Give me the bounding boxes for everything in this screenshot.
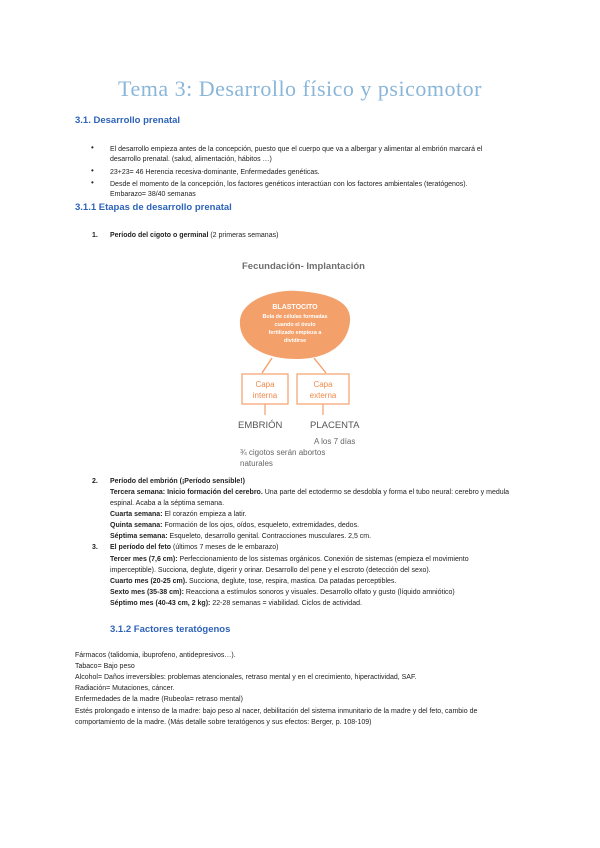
line-text: 22-28 semanas = viabilidad. Ciclos de actividad. bbox=[210, 600, 362, 607]
diagram-title: Fecundación- Implantación bbox=[242, 261, 365, 272]
label-embrion: EMBRIÓN bbox=[238, 420, 283, 431]
line-bold: Cuarto mes (20-25 cm). bbox=[110, 578, 188, 585]
list-number-1: 1. bbox=[92, 232, 98, 239]
line-bold: Tercera semana: Inicio formación del cerebro. bbox=[110, 489, 263, 496]
list-number-3: 3. bbox=[92, 544, 98, 551]
line-text: espinal. Acaba a la séptima semana. bbox=[110, 500, 225, 507]
item-3-heading-rest: (últimos 7 meses de le embarazo) bbox=[171, 544, 279, 551]
item-2-line-5 bbox=[110, 532, 371, 543]
bullet-dot: • bbox=[91, 178, 94, 187]
item-2-line-3 bbox=[110, 510, 247, 521]
teratogen-line-2: Tabaco= Bajo peso bbox=[75, 663, 135, 670]
teratogen-line-1: Fármacos (talidomia, ibuprofeno, antidepresivos…). bbox=[75, 652, 236, 659]
line-text: Succiona, deglute, tose, respira, mastica. Da patadas perceptibles. bbox=[187, 578, 397, 585]
line-bold: Séptimo mes (40-43 cm, 2 kg): bbox=[110, 600, 211, 607]
list-item-1 bbox=[110, 231, 278, 242]
label-placenta: PLACENTA bbox=[310, 420, 360, 431]
line-text: El corazón empieza a latir. bbox=[162, 511, 247, 518]
line-text: Esqueleto, desarrollo genital. Contracciones musculares. 2,5 cm. bbox=[167, 533, 372, 540]
bullet-text-3: Desde el momento de la concepción, los factores genéticos interactúan con los factores ambientales (teratógenos). bbox=[110, 181, 468, 188]
list-item-1-rest: (2 primeras semanas) bbox=[208, 232, 279, 239]
note-line-3: naturales bbox=[240, 459, 273, 468]
bullet-text-4: Embarazo= 38/40 semanas bbox=[110, 191, 196, 198]
page-title: Tema 3: Desarrollo físico y psicomotor bbox=[118, 76, 482, 101]
line-text: Perfeccionamiento de los sistemas orgánicos. Conexión de sistemas (empieza el movimiento bbox=[177, 556, 469, 563]
blob-line-3: cuando el óvulo bbox=[274, 322, 316, 328]
section-heading-3-1-1: 3.1.1 Etapas de desarrollo prenatal bbox=[75, 202, 232, 213]
box-left-line-1: Capa bbox=[255, 380, 275, 389]
item-2-line-2 bbox=[110, 499, 224, 510]
note-line-1: A los 7 días bbox=[314, 437, 356, 446]
item-3-line-2 bbox=[110, 566, 431, 577]
list-item-2-heading bbox=[110, 477, 245, 488]
bullet-dot: • bbox=[91, 166, 94, 175]
item-2-heading-rest: (¡Período sensible!) bbox=[177, 478, 245, 485]
box-right-line-1: Capa bbox=[313, 380, 333, 389]
item-3-heading-bold: El período del feto bbox=[110, 544, 172, 551]
blob-line-4: fertilizado empieza a bbox=[268, 330, 322, 336]
item-3-line-5 bbox=[110, 599, 362, 610]
teratogen-line-5: Enfermedades de la madre (Rubeola= retraso mental) bbox=[75, 696, 243, 703]
box-right-line-2: externa bbox=[309, 391, 337, 400]
line-bold: Séptima semana: bbox=[110, 533, 168, 540]
teratogen-line-4: Radiación= Mutaciones, cáncer. bbox=[75, 685, 175, 692]
bullet-text-1a: El desarrollo empieza antes de la concepción, puesto que el cuerpo que va a albergar y alimentar al embrión marcará el bbox=[110, 146, 483, 153]
section-heading-3-1: 3.1. Desarrollo prenatal bbox=[75, 115, 181, 126]
line-text: Reacciona a estímulos sonoros y visuales. Desarrollo olfato y gusto (líquido amniótico) bbox=[183, 589, 455, 596]
section-heading-3-1-2: 3.1.2 Factores teratógenos bbox=[110, 624, 231, 635]
item-2-line-4 bbox=[110, 521, 359, 532]
list-number-2: 2. bbox=[92, 478, 98, 485]
teratogen-line-3: Alcohol= Daños irreversibles: problemas atencionales, retraso mental y en el crecimiento, hiperactividad, SAF. bbox=[75, 674, 417, 681]
line-text: imperceptible). Succiona, deglute, digerir y orinar. Desarrollo del pene y el escroto (detección del sexo). bbox=[110, 567, 431, 574]
box-left-line-2: interna bbox=[252, 391, 278, 400]
prenatal-diagram bbox=[228, 255, 368, 475]
line-text: Formación de los ojos, oídos, esqueleto, extremidades, dedos. bbox=[162, 522, 360, 529]
line-bold: Cuarta semana: bbox=[110, 511, 163, 518]
bullet-dot: • bbox=[91, 143, 94, 152]
list-item-1-bold: Período del cigoto o germinal bbox=[110, 232, 209, 239]
blob-line-5: dividirse bbox=[283, 338, 307, 344]
note-line-2: ¾ cigotos serán abortos bbox=[240, 448, 326, 457]
arrow-left bbox=[262, 358, 272, 373]
bullet-text-1b: desarrollo prenatal. (salud, alimentación, hábitos …) bbox=[110, 156, 272, 163]
item-3-line-3 bbox=[110, 577, 396, 588]
item-3-line-4 bbox=[110, 588, 455, 599]
teratogen-line-6: Estés prolongado e intenso de la madre: bajo peso al nacer, debilitación del sistema inmunitario de la madre y del feto, cambio de bbox=[75, 708, 478, 715]
list-item-3-heading bbox=[110, 543, 278, 554]
blob-line-1: BLASTOCITO bbox=[272, 304, 318, 311]
line-bold: Tercer mes (7,6 cm): bbox=[110, 556, 178, 563]
item-2-heading-bold: Período del embrión bbox=[110, 478, 178, 485]
item-2-line-1 bbox=[110, 488, 509, 499]
line-bold: Sexto mes (35-38 cm): bbox=[110, 589, 184, 596]
teratogen-line-7: comportamiento de la madre. (Más detalle sobre teratógenos y sus efectos: Berger, p. 108-109) bbox=[75, 719, 372, 726]
item-3-line-1 bbox=[110, 555, 469, 566]
blob-line-2: Bola de células formadas bbox=[262, 314, 328, 320]
line-text: Una parte del ectodermo se desdobla y forma el tubo neural: cerebro y medula bbox=[262, 489, 510, 496]
bullet-text-2: 23+23= 46 Herencia recesiva-dominante, Enfermedades genéticas. bbox=[110, 169, 320, 176]
line-bold: Quinta semana: bbox=[110, 522, 163, 529]
arrow-right bbox=[314, 358, 326, 373]
